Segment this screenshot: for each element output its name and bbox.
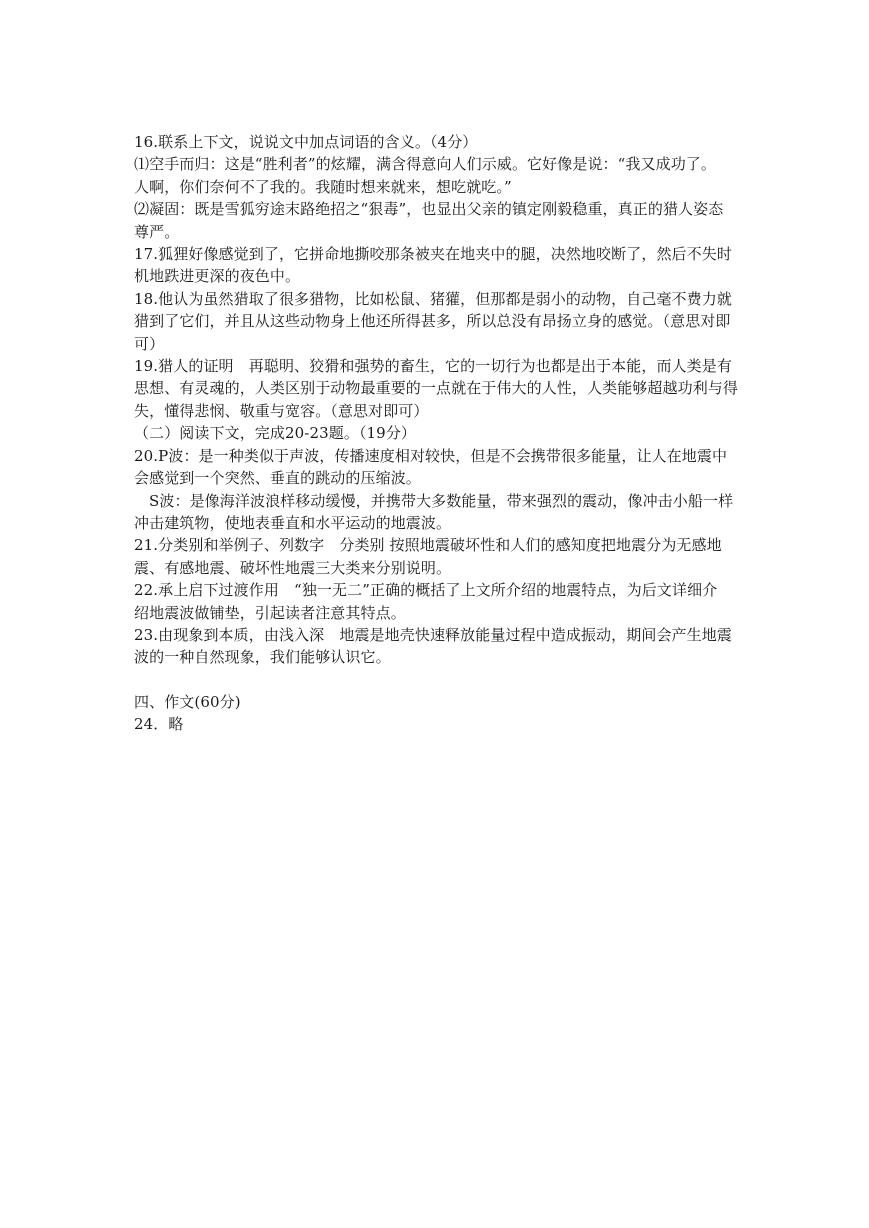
q19-answer-line-2: 思想、有灵魂的，人类区别于动物最重要的一点就在于伟大的人性，人类能够超越功利与得 [134,379,739,398]
q22-answer-line-2: 绍地震波做铺垫，引起读者注意其特点。 [134,603,406,622]
q20-answer-line-4: 冲击建筑物，使地表垂直和水平运动的地震波。 [134,513,452,532]
q18-answer-line-3: 可） [134,334,165,353]
q20-answer-line-2: 会感觉到一个突然、垂直的跳动的压缩波。 [134,469,421,488]
q16-answer-2-line-2: 尊严。 [134,222,180,241]
q23-answer-line-2: 波的一种自然现象，我们能够认识它。 [134,648,391,667]
q18-answer-line-1: 18.他认为虽然猎取了很多猎物，比如松鼠、猪獾，但那都是弱小的动物，自己毫不费力就 [134,289,732,308]
section-2-heading: （二）阅读下文，完成20-23题。（19分） [134,424,417,443]
q22-answer-line-1: 22.承上启下过渡作用 “独一无二”正确的概括了上文所介绍的地震特点，为后文详细介 [134,581,718,600]
q20-answer-line-1: 20.P波：是一种类似于声波，传播速度相对较快，但是不会携带很多能量，让人在地震中 [134,446,728,465]
q23-answer-line-1: 23.由现象到本质，由浅入深 地震是地壳快速释放能量过程中造成振动，期间会产生地震 [134,625,732,644]
q16-answer-1-line-1: ⑴空手而归：这是“胜利者”的炫耀，满含得意向人们示威。它好像是说：“我又成功了。 [134,155,717,174]
blank-spacer [134,669,746,691]
q17-answer-line-1: 17.狐狸好像感觉到了，它拼命地撕咬那条被夹在地夹中的腿，决然地咬断了，然后不失时 [134,245,732,264]
q16-answer-2-line-1: ⑵凝固：既是雪狐穷途末路绝招之“狠毒”，也显出父亲的镇定刚毅稳重，真正的猎人姿态 [134,200,724,219]
q21-answer-line-1: 21.分类别和举例子、列数字 分类别 按照地震破坏性和人们的感知度把地震分为无感地 [134,536,722,555]
q18-answer-line-2: 猎到了它们，并且从这些动物身上他还所得甚多，所以总没有昂扬立身的感觉。（意思对即 [134,312,731,331]
q16-heading: 16.联系上下文，说说文中加点词语的含义。（4分） [134,133,478,151]
q20-answer-line-3: S波：是像海洋波浪样移动缓慢，并携带大多数能量，带来强烈的震动，像冲击小船一样 [149,491,734,510]
answer-text-block [134,131,746,736]
section-4-heading: 四、作文(60分) [134,692,241,711]
q17-answer-line-2: 机地跌进更深的夜色中。 [134,267,301,286]
q24-answer: 24．略 [134,715,184,734]
q16-answer-1-line-2: 人啊，你们奈何不了我的。我随时想来就来，想吃就吃。” [134,177,512,196]
q19-answer-line-3: 失，懂得悲悯、敬重与宽容。（意思对即可） [134,401,429,420]
q21-answer-line-2: 震、有感地震、破坏性地震三大类来分别说明。 [134,558,452,577]
q19-answer-line-1: 19.猎人的证明 再聪明、狡猾和强势的畜生，它的一切行为也都是出于本能，而人类是有 [134,357,732,376]
